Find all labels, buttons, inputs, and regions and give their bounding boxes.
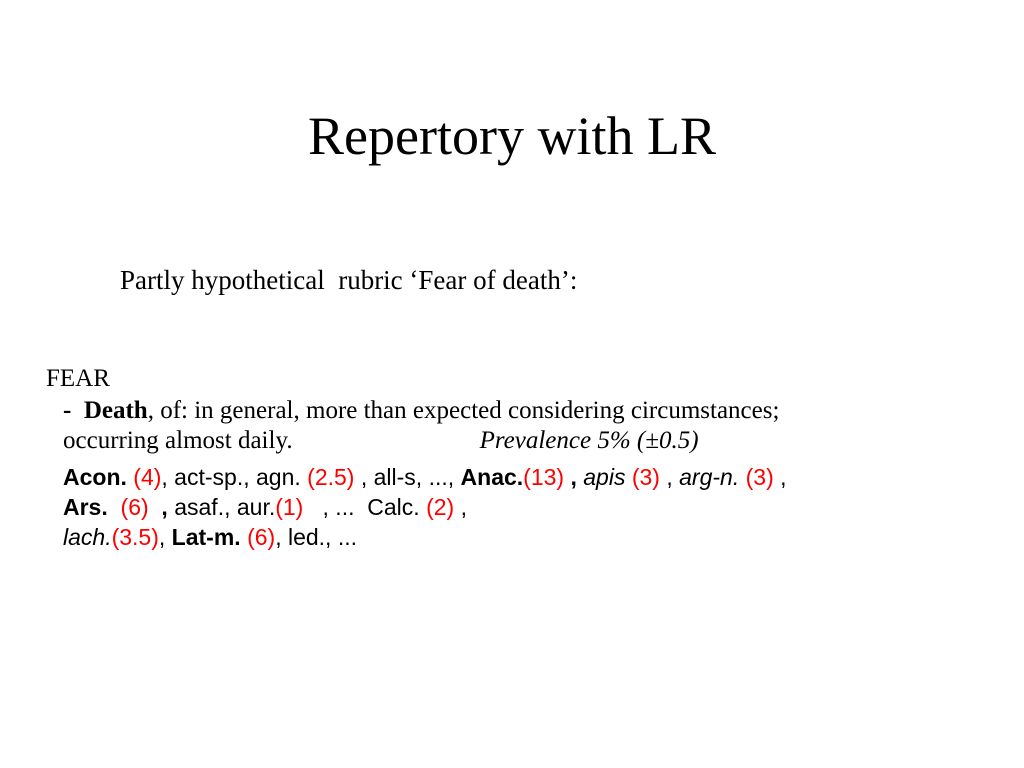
grade-value: (2.5): [307, 464, 355, 490]
slide-subtitle: Partly hypothetical rubric ‘Fear of death’:: [120, 265, 578, 295]
remedy-text: ,: [454, 494, 467, 520]
grade-value: (2): [426, 494, 455, 520]
remedy-line-1: [63, 462, 1013, 492]
remedy-text: ,: [659, 464, 680, 490]
grade-value: (6): [120, 494, 149, 520]
grade-value: (3.5): [111, 524, 159, 550]
slide-title: Repertory with LR: [308, 106, 716, 166]
remedy-text: [108, 494, 121, 520]
remedy-name-italic: apis: [583, 464, 626, 490]
remedy-name-bold: Ars.: [63, 494, 108, 520]
rubric-description: [63, 396, 963, 456]
grade-value: (3): [745, 464, 774, 490]
remedy-name-bold: Anac.: [460, 464, 524, 490]
remedy-text: , all-s, ...,: [354, 464, 461, 490]
remedy-text: ,: [158, 524, 172, 550]
remedy-name-italic: arg-n.: [679, 464, 740, 490]
rubric-name: Death: [83, 397, 148, 424]
grade-value: (1): [275, 494, 304, 520]
rubric-description-line2: occurring almost daily.: [63, 427, 293, 454]
rubric-line-2: [63, 426, 963, 456]
grade-value: (6): [247, 524, 276, 550]
remedy-text: asaf., aur.: [174, 494, 276, 520]
rubric-line-1: [63, 396, 963, 426]
remedy-name-bold: Lat-m.: [171, 524, 241, 550]
rubric-dash: -: [63, 397, 84, 424]
remedy-text: ,: [773, 464, 787, 490]
grade-value: (3): [631, 464, 660, 490]
rubric-heading: FEAR: [46, 365, 110, 392]
remedy-name-bold: ,: [148, 494, 175, 520]
grade-value: (4): [133, 464, 162, 490]
remedy-line-2: [63, 492, 1013, 522]
remedy-name-bold: ,: [564, 464, 584, 490]
remedy-list: [63, 462, 1013, 552]
remedy-text: , act-sp., agn.: [161, 464, 301, 490]
rubric-description-line1: , of: in general, more than expected considering circumstances;: [147, 397, 780, 424]
remedy-text: , led., ...: [275, 524, 358, 550]
prevalence-text: Prevalence 5% (±0.5): [479, 427, 699, 454]
grade-value: (13): [523, 464, 565, 490]
remedy-line-3: [63, 522, 1013, 552]
remedy-name-italic: lach.: [63, 524, 112, 550]
remedy-text: , ... Calc.: [303, 494, 420, 520]
remedy-name-bold: Acon.: [63, 464, 127, 490]
